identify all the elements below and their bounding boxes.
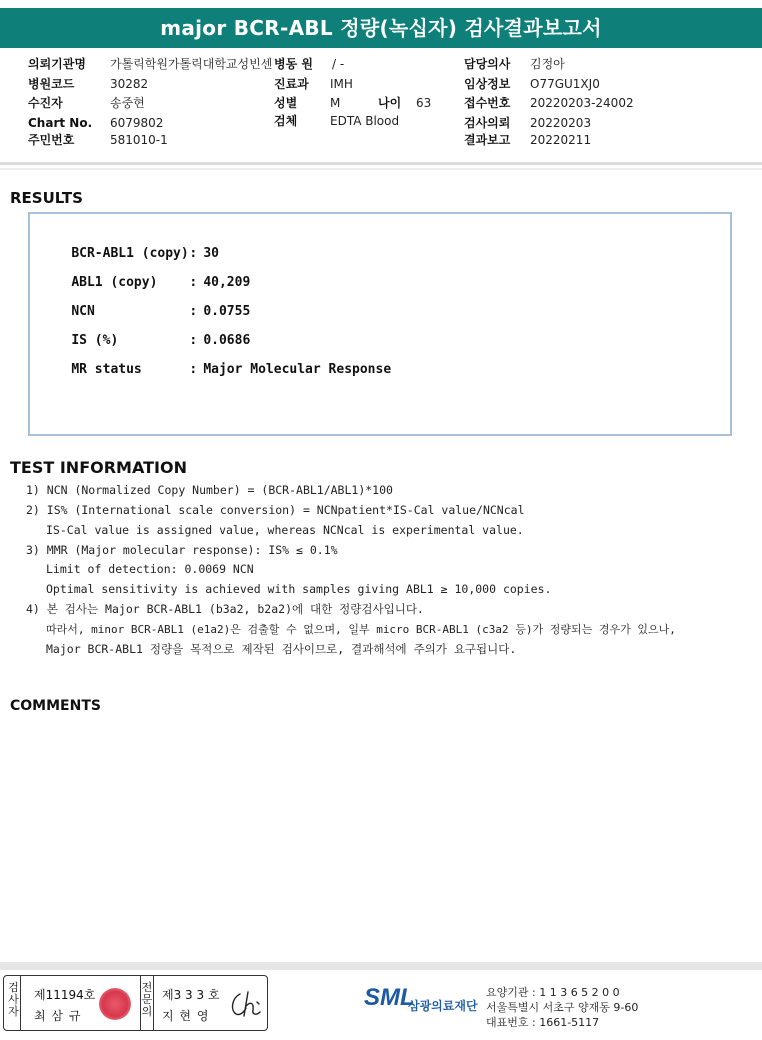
test-info-line: 3) MMR (Major molecular response): IS% ≤ 0.1% [26, 543, 338, 557]
result-key: NCN [71, 304, 95, 319]
results-heading: RESULTS [10, 189, 83, 207]
result-value: 0.0755 [203, 304, 251, 319]
signature-box [3, 975, 268, 1031]
sex-label: 성별 [274, 96, 298, 110]
specimen-value: EDTA Blood [330, 114, 400, 128]
logo-text: SML [364, 984, 415, 1011]
inspector-number: 제11194호 [34, 988, 96, 1002]
age-value: 63 [416, 96, 432, 110]
divider [0, 168, 762, 170]
specialist-name: 지 현 영 [162, 1009, 210, 1023]
result-sep: : [189, 246, 198, 261]
result-sep: : [189, 333, 198, 348]
id-label: 주민번호 [28, 133, 75, 147]
phone: 대표번호 : 1661-5117 [486, 1016, 600, 1029]
signature-icon [226, 988, 264, 1022]
test-info-line: 2) IS% (International scale conversion) = NCNpatient*IS-Cal value/NCNcal [26, 503, 525, 517]
result-key: ABL1 (copy) [71, 275, 158, 290]
specialist-number: 제3 3 3 호 [162, 988, 220, 1002]
chart-value: 6079802 [110, 116, 164, 130]
patient-info [0, 54, 762, 154]
result-sep: : [189, 275, 198, 290]
request-value: 20220203 [530, 116, 592, 130]
test-info-line: Optimal sensitivity is achieved with samples giving ABL1 ≥ 10,000 copies. [46, 582, 552, 596]
result-value: Major Molecular Response [203, 362, 392, 377]
id-value: 581010-1 [110, 133, 168, 147]
test-info-line: IS-Cal value is assigned value, whereas NCNcal is experimental value. [46, 523, 524, 537]
name-value: 송중현 [110, 96, 145, 110]
request-label: 검사의뢰 [464, 116, 511, 130]
test-info-line: 4) 본 검사는 Major BCR-ABL1 (b3a2, b2a2)에 대한 정량검사입니다. [26, 602, 424, 616]
hospital-label: 의뢰기관명 [28, 57, 86, 71]
report-title: major BCR-ABL 정량(녹십자) 검사결과보고서 [0, 8, 762, 48]
divider [0, 162, 762, 165]
footer-divider [0, 962, 762, 970]
result-row [40, 311, 251, 348]
result-value: 0.0686 [203, 333, 251, 348]
test-info-heading: TEST INFORMATION [10, 458, 187, 477]
receipt-label: 접수번호 [464, 96, 511, 110]
hospital-value: 가톨릭학원가톨릭대학교성빈센 [110, 57, 273, 71]
results-box [28, 212, 732, 436]
result-sep: : [189, 304, 198, 319]
result-key: MR status [71, 362, 142, 377]
clinical-value: O77GU1XJ0 [530, 77, 600, 91]
name-label: 수진자 [28, 96, 63, 110]
result-row [40, 340, 392, 377]
specimen-label: 검체 [274, 114, 298, 128]
specialist-label [140, 976, 154, 1030]
age-label: 나이 [378, 96, 402, 110]
test-info-line: 따라서, minor BCR-ABL1 (e1a2)은 검출할 수 없으며, 일부 micro BCR-ABL1 (c3a2 등)가 정량되는 경우가 있으나, [46, 623, 676, 636]
report-label: 결과보고 [464, 133, 511, 147]
specialist-label-char: 전 [141, 981, 153, 994]
inspector-label-char: 사 [8, 993, 19, 1006]
dept-value: IMH [330, 77, 353, 91]
inspector-label-char: 자 [8, 1005, 19, 1018]
test-info-line: 1) NCN (Normalized Copy Number) = (BCR-ABL1/ABL1)*100 [26, 483, 393, 497]
seal-stamp [99, 988, 131, 1020]
sex-value: M [330, 96, 341, 110]
test-info-line: Limit of detection: 0.0069 NCN [46, 562, 254, 576]
doctor-label: 담당의사 [464, 57, 511, 71]
result-value: 40,209 [203, 275, 251, 290]
clinical-label: 임상정보 [464, 77, 511, 91]
specialist-label-char: 문 [141, 993, 153, 1006]
result-row [40, 224, 219, 261]
result-sep: : [189, 362, 198, 377]
result-row [40, 282, 251, 319]
inspector-name: 최 삼 규 [34, 1009, 82, 1023]
receipt-value: 20220203-24002 [530, 96, 634, 110]
code-label: 병원코드 [28, 77, 75, 91]
ward-label: 병동 원 [274, 57, 313, 71]
inspector-label-char: 검 [8, 981, 19, 994]
dept-label: 진료과 [274, 77, 309, 91]
test-info-line: Major BCR-ABL1 정량을 목적으로 제작된 검사이므로, 결과해석에 주의가 요구됩니다. [46, 642, 517, 656]
result-key: IS (%) [71, 333, 119, 348]
chart-label: Chart No. [28, 116, 93, 130]
address: 서울특별시 서초구 양재동 9-60 [486, 1001, 639, 1014]
result-value: 30 [203, 246, 219, 261]
org-name: 삼광의료재단 [408, 999, 478, 1013]
code-value: 30282 [110, 77, 149, 91]
result-row [40, 253, 251, 290]
comments-heading: COMMENTS [10, 698, 101, 714]
result-key: BCR-ABL1 (copy) [71, 246, 189, 261]
ward-value: / - [332, 57, 345, 71]
inspector-label [7, 976, 21, 1030]
doctor-value: 김정아 [530, 57, 565, 71]
report-value: 20220211 [530, 133, 592, 147]
specialist-label-char: 의 [141, 1005, 153, 1018]
care-number: 요양기관 : 1 1 3 6 5 2 0 0 [486, 986, 620, 999]
